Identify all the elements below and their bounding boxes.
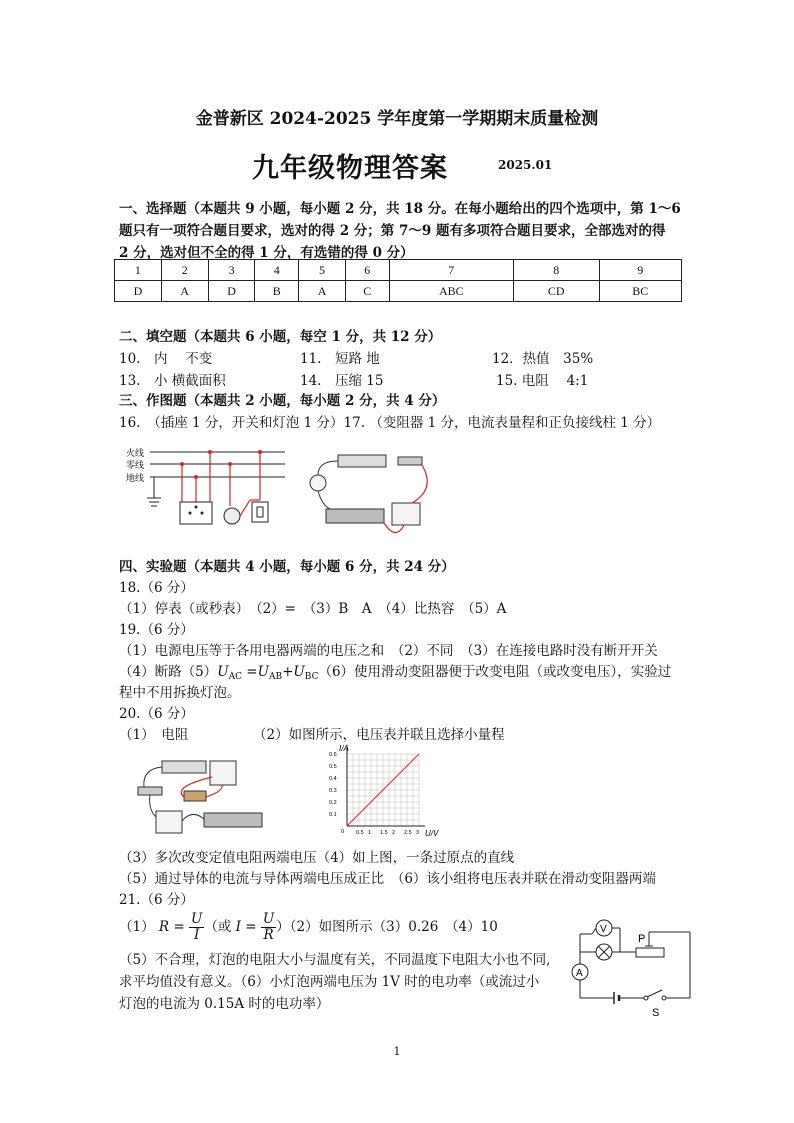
wire-live-label: 火线	[126, 448, 145, 458]
q20-line2: （3）多次改变定值电阻两端电压（4）如上图，一条过原点的直线	[119, 850, 515, 866]
switch-icon	[398, 457, 422, 465]
bulb-icon	[224, 508, 240, 524]
q19-line2-end: （6）使用滑动变阻器便于改变电阻（或改变电压），实验过	[318, 664, 672, 680]
answer-q12: 12．热值 35%	[492, 351, 594, 367]
q19-line2	[119, 660, 671, 682]
page-number: 1	[393, 1045, 401, 1058]
chart-x-tick-label: 1	[368, 830, 372, 836]
svg-text:V: V	[600, 924, 607, 935]
section2-heading: 二、填空题（本题共 6 小题，每空 1 分，共 12 分）	[119, 329, 442, 345]
chart-y-axis-label: I/A	[339, 744, 349, 753]
q21-line2: （5）不合理，灯泡的电阻大小与温度有关，不同温度下电阻大小也不同,	[119, 952, 551, 968]
chart-origin-label: 0	[341, 829, 345, 835]
ammeter-icon	[156, 811, 182, 833]
answer-q14: 14. 压缩 15	[300, 373, 384, 389]
slider-p-label: P	[638, 933, 646, 945]
resistor-icon	[184, 791, 206, 801]
q19-voltage-formula: $U_{AC} =U_{AB}+U_{BC}$	[217, 664, 319, 682]
wiring-diagram	[120, 440, 290, 540]
q19-line1: （1）电源电压等于各用电器两端的电压之和 （2）不同 （3）在连接电路时没有断开开关	[119, 643, 658, 659]
q18-answer: （1）停表（或秒表） （2）= （3）B A （4）比热容 （5）A	[119, 601, 507, 617]
rheostat-icon	[204, 813, 262, 827]
socket-icon	[180, 502, 212, 524]
chart-x-tick-label: 3	[416, 830, 420, 836]
battery-icon	[338, 455, 386, 467]
chart-y-tick-label: 0.4	[329, 776, 337, 782]
chart-y-tick-label: 0.2	[329, 800, 337, 806]
answer-cell: C	[345, 281, 389, 302]
q21-line1	[119, 912, 498, 943]
q21-circuit-schematic	[566, 912, 696, 1018]
wire-neutral-label: 零线	[126, 460, 145, 470]
q21-line3: 求平均值没有意义。（6）小灯泡两端电压为 1V 时的电功率（或流过小	[119, 974, 540, 990]
chart-x-tick-label: 2.5	[404, 830, 412, 836]
answer-cell: A	[161, 281, 208, 302]
battery-icon	[162, 761, 206, 773]
section4-heading: 四、实验题（本题共 4 小题，每小题 6 分，共 24 分）	[119, 559, 455, 575]
chart-x-tick-label: 2	[392, 830, 396, 836]
question-number: 3	[208, 260, 255, 281]
chart-x-tick-label: 0.5	[356, 830, 364, 836]
question-number: 7	[389, 260, 513, 281]
q21-line4: 灯泡的电流为 0.15A 时的电功率）	[119, 996, 330, 1012]
answer-cell: D	[115, 281, 162, 302]
chart-y-tick-label: 0.3	[329, 788, 337, 794]
q18-title: 18.（6 分）	[119, 580, 194, 596]
chart-x-axis-label: U/V	[425, 829, 439, 838]
section1-instructions	[119, 198, 689, 264]
chart-y-tick-label: 0.6	[329, 752, 337, 758]
section1-line3: 2 分，选对但不全的得 1 分，有选错的得 0 分）	[119, 245, 414, 261]
current-voltage-chart	[325, 742, 439, 842]
answer-q13: 13. 小 横截面积	[119, 373, 226, 389]
table-row	[115, 281, 682, 302]
question-number: 1	[115, 260, 162, 281]
q19-line3: 程中不用拆换灯泡。	[119, 685, 241, 701]
question-number: 5	[299, 260, 346, 281]
answer-cell: CD	[513, 281, 599, 302]
answer-q10: 10. 内 不变	[119, 351, 213, 367]
svg-text:A: A	[576, 968, 583, 979]
exam-date: 2025.01	[498, 158, 553, 172]
rheostat-icon	[636, 948, 664, 957]
question-number: 6	[345, 260, 389, 281]
answer-q15: 15. 电阻 4:1	[496, 373, 589, 389]
section1-line2: 题只有一项符合题目要求，选对的得 2 分；第 7～9 题有多项符合题目要求，全部选对的得	[119, 223, 666, 239]
answer-cell: D	[208, 281, 255, 302]
question-number: 2	[161, 260, 208, 281]
question-number: 8	[513, 260, 599, 281]
answer-cell: BC	[599, 281, 681, 302]
ammeter-icon	[392, 503, 420, 525]
wire-ground-label: 地线	[126, 473, 145, 483]
bulb-icon	[310, 475, 326, 491]
chart-y-tick-label: 0.1	[329, 812, 337, 818]
section1-heading: 一、选择题（本题共 9 小题，每小题 2 分，共 18 分。在每小题给出的四个选项中，第 1～6	[119, 201, 681, 217]
q20-answer-1: （1） 电阻	[119, 727, 189, 743]
q20-circuit-figure	[132, 757, 272, 842]
exam-title: 金普新区 2024-2025 学年度第一学期期末质量检测	[195, 109, 599, 129]
rheostat-icon	[326, 509, 384, 523]
chart-y-tick-label: 0.5	[329, 764, 337, 770]
q21-title: 21.（6 分）	[119, 892, 194, 908]
q20-title: 20.（6 分）	[119, 706, 194, 722]
q19-title: 19.（6 分）	[119, 622, 194, 638]
answer-cell: A	[299, 281, 346, 302]
answer-cell: ABC	[389, 281, 513, 302]
q20-line3: （5）通过导体的电流与导体两端电压成正比 （6）该小组将电压表并联在滑动变阻器两端	[119, 871, 656, 887]
rheostat-circuit-figure	[300, 445, 440, 545]
table-row	[115, 260, 682, 281]
q19-line2-start: （4）断路（5）	[119, 664, 218, 680]
voltmeter-icon	[210, 761, 236, 785]
answer-sheet-title: 九年级物理答案	[252, 153, 448, 184]
q20-answer-2: （2）如图所示，电压表并联且选择小量程	[253, 727, 505, 743]
answer-q11: 11. 短路 地	[300, 351, 380, 367]
answer-cell: B	[255, 281, 299, 302]
switch-icon	[138, 787, 162, 795]
answer-q16-q17: 16. （插座 1 分，开关和灯泡 1 分）17. （变阻器 1 分，电流表量程和正负接线柱 1 分）	[119, 415, 661, 431]
question-number: 9	[599, 260, 681, 281]
choice-answer-table	[114, 259, 682, 302]
chart-x-tick-label: 1.5	[380, 830, 388, 836]
switch-s-label: S	[652, 1007, 660, 1019]
question-number: 4	[255, 260, 299, 281]
q21-answers: （2）如图所示（3）0.26 （4）10	[289, 919, 498, 935]
q21-formula: （1） R = $\frac{U}{I}$ （或 I = $\frac{U}{R}$ ）	[119, 911, 290, 943]
section3-heading: 三、作图题（本题共 2 小题，每小题 2 分，共 4 分）	[119, 393, 446, 409]
